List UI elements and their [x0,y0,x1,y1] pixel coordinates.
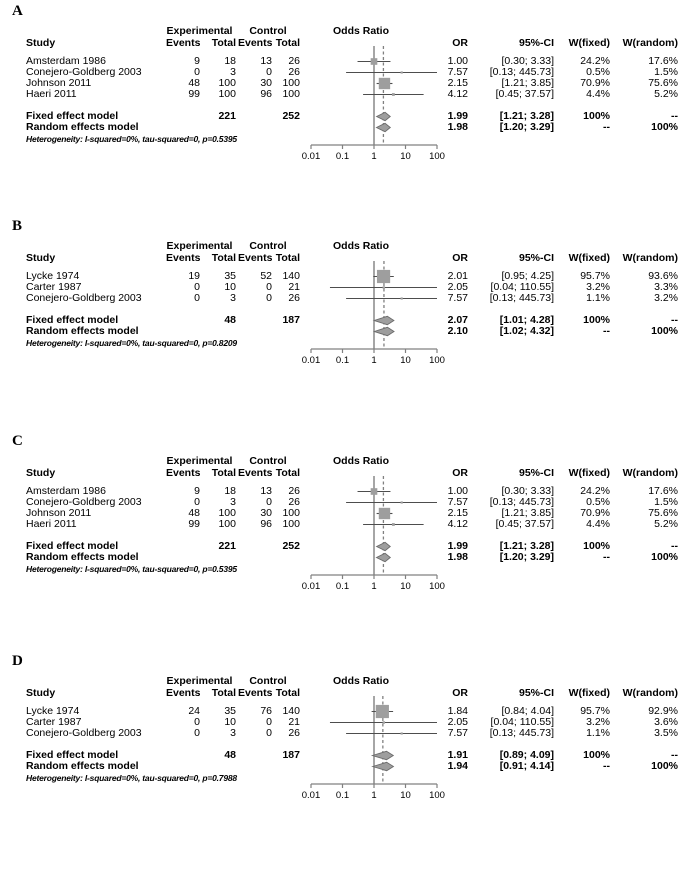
header-wrandom: W(random) [622,252,678,264]
fixed-exp-total: 48 [224,314,236,326]
axis-tick-label: 100 [429,790,445,801]
ctl-events: 0 [266,496,272,508]
random-weight-fixed: -- [603,121,610,133]
fixed-exp-total: 48 [224,749,236,761]
exp-events: 0 [194,281,200,293]
fixed-weight-random: -- [671,749,678,761]
random-or: 1.94 [447,760,468,772]
study-name: Lycke 1974 [26,705,80,717]
exp-events: 0 [194,496,200,508]
or-value: 2.15 [447,77,468,89]
ctl-total: 140 [282,270,300,282]
header-experimental: Experimental [166,25,233,37]
fixed-weight-fixed: 100% [583,314,610,326]
study-name: Carter 1987 [26,716,82,728]
fixed-ci: [1.21; 3.28] [499,540,554,552]
weight-random: 75.6% [648,77,678,89]
random-ci: [1.20; 3.29] [499,551,554,563]
heterogeneity-text: Heterogeneity: I-squared=0%, tau-squared=0, p=0.8209 [26,338,237,348]
ctl-events: 0 [266,281,272,293]
axis-tick-label: 100 [429,581,445,592]
ctl-events: 0 [266,727,272,739]
axis-tick-label: 0.1 [335,790,350,801]
header-ctl-events: Events [238,37,273,49]
ctl-total: 26 [288,66,300,78]
axis-tick-label: 100 [429,355,445,366]
random-or: 2.10 [447,325,468,337]
forest-panel-b [0,215,685,430]
header-exp-total: Total [211,252,236,264]
ci-value: [0.04; 110.55] [490,716,554,728]
weight-fixed: 24.2% [580,55,610,67]
ci-value: [0.13; 445.73] [489,727,554,739]
header-experimental: Experimental [166,240,233,252]
header-or: OR [452,37,468,49]
axis-tick-label: 0.1 [335,151,350,162]
random-effects-label: Random effects model [26,551,139,563]
ctl-events: 30 [260,77,272,89]
header-study: Study [26,252,56,264]
header-control: Control [249,455,287,467]
study-name: Johnson 2011 [26,507,92,519]
ctl-events: 30 [260,507,272,519]
header-ci: 95%-CI [518,687,554,699]
random-ci: [1.20; 3.29] [499,121,554,133]
ci-value: [0.45; 37.57] [495,518,554,530]
fixed-ctl-total: 252 [282,540,300,552]
axis-tick-label: 0.01 [301,790,321,801]
table-row [0,89,685,100]
panel-label-d: D [12,653,23,669]
fixed-ctl-total: 252 [282,110,300,122]
header-row [0,253,685,264]
exp-total: 3 [230,66,236,78]
random-effects-row [0,761,685,772]
fixed-or: 1.91 [447,749,468,761]
axis-tick-label: 0.1 [335,355,350,366]
header-control: Control [249,240,287,252]
table-row [0,508,685,519]
fixed-weight-random: -- [671,314,678,326]
weight-fixed: 70.9% [580,77,610,89]
or-value: 2.15 [447,507,468,519]
study-name: Haeri 2011 [26,88,77,100]
ctl-total: 140 [282,705,300,717]
ctl-total: 26 [288,727,300,739]
or-value: 2.05 [447,281,468,293]
weight-random: 3.3% [654,281,678,293]
random-or: 1.98 [447,121,468,133]
forest-panel-c [0,430,685,645]
table-row [0,293,685,304]
header-wfixed: W(fixed) [568,37,610,49]
ci-value: [0.45; 37.57] [495,88,554,100]
exp-events: 99 [188,518,200,530]
axis-tick-label: 1 [371,355,377,366]
exp-total: 18 [224,55,236,67]
panel-label-b: B [12,218,23,234]
or-value: 7.57 [447,496,468,508]
header-ctl-total: Total [275,37,300,49]
or-value: 7.57 [447,727,468,739]
exp-total: 10 [224,281,236,293]
weight-fixed: 24.2% [580,485,610,497]
weight-random: 5.2% [654,518,678,530]
exp-total: 3 [230,292,236,304]
random-or: 1.98 [447,551,468,563]
header-exp-events: Events [166,687,201,699]
random-ci: [0.91; 4.14] [499,760,554,772]
exp-events: 0 [194,292,200,304]
plot-title: Odds Ratio [333,25,390,37]
study-name: Amsterdam 1986 [26,55,106,67]
weight-random: 5.2% [654,88,678,100]
or-value: 1.00 [447,485,468,497]
random-effects-label: Random effects model [26,325,139,337]
plot-title: Odds Ratio [333,675,390,687]
axis-tick-label: 0.01 [301,355,321,366]
or-value: 2.05 [447,716,468,728]
exp-total: 3 [230,496,236,508]
panel-label-a: A [12,3,23,19]
header-or: OR [452,687,468,699]
header-exp-total: Total [211,467,236,479]
axis-tick-label: 1 [371,790,377,801]
exp-events: 48 [188,77,200,89]
exp-events: 19 [188,270,200,282]
weight-fixed: 95.7% [580,705,610,717]
random-weight-random: 100% [651,121,678,133]
exp-total: 18 [224,485,236,497]
exp-events: 9 [194,55,200,67]
exp-total: 10 [224,716,236,728]
or-value: 4.12 [447,518,468,530]
study-name: Amsterdam 1986 [26,485,106,497]
ctl-total: 100 [282,77,300,89]
ctl-events: 96 [260,518,272,530]
ctl-total: 26 [288,496,300,508]
header-wfixed: W(fixed) [568,467,610,479]
header-exp-total: Total [211,687,236,699]
random-effects-row [0,326,685,337]
or-value: 1.84 [447,705,468,717]
weight-fixed: 4.4% [586,88,610,100]
header-study: Study [26,467,56,479]
header-ci: 95%-CI [518,467,554,479]
ctl-total: 21 [288,716,300,728]
random-weight-random: 100% [651,760,678,772]
header-exp-events: Events [166,252,201,264]
axis-tick-label: 10 [400,790,411,801]
exp-total: 100 [218,518,236,530]
ctl-events: 96 [260,88,272,100]
axis-tick-label: 10 [400,151,411,162]
weight-fixed: 70.9% [580,507,610,519]
table-row [0,78,685,89]
ctl-total: 26 [288,292,300,304]
forest-panel-d [0,650,685,865]
ctl-events: 13 [260,55,272,67]
ci-value: [0.13; 445.73] [489,496,554,508]
random-weight-random: 100% [651,551,678,563]
ctl-total: 100 [282,507,300,519]
fixed-weight-fixed: 100% [583,540,610,552]
random-weight-fixed: -- [603,760,610,772]
header-ci: 95%-CI [518,37,554,49]
exp-total: 3 [230,727,236,739]
ci-value: [0.13; 445.73] [489,66,554,78]
weight-random: 3.6% [654,716,678,728]
header-study: Study [26,37,56,49]
axis-tick-label: 10 [400,581,411,592]
header-ctl-events: Events [238,252,273,264]
random-effects-row [0,122,685,133]
weight-fixed: 1.1% [586,727,610,739]
fixed-weight-fixed: 100% [583,749,610,761]
weight-random: 17.6% [648,55,678,67]
fixed-or: 2.07 [447,314,468,326]
ci-value: [1.21; 3.85] [501,507,554,519]
panel-label-c: C [12,433,23,449]
study-name: Johnson 2011 [26,77,92,89]
table-row [0,706,685,717]
fixed-ctl-total: 187 [282,314,300,326]
ci-value: [0.30; 3.33] [501,55,554,67]
weight-random: 93.6% [648,270,678,282]
axis-tick-label: 1 [371,151,377,162]
header-ctl-events: Events [238,467,273,479]
exp-events: 0 [194,716,200,728]
ctl-events: 76 [260,705,272,717]
exp-total: 35 [224,270,236,282]
header-experimental: Experimental [166,455,233,467]
random-weight-random: 100% [651,325,678,337]
ci-value: [0.95; 4.25] [501,270,554,282]
ctl-events: 0 [266,292,272,304]
fixed-weight-random: -- [671,540,678,552]
header-exp-events: Events [166,467,201,479]
header-ctl-total: Total [275,252,300,264]
header-exp-events: Events [166,37,201,49]
fixed-or: 1.99 [447,110,468,122]
header-row [0,688,685,699]
weight-fixed: 4.4% [586,518,610,530]
header-wfixed: W(fixed) [568,687,610,699]
ci-value: [0.30; 3.33] [501,485,554,497]
random-effects-label: Random effects model [26,760,139,772]
header-exp-total: Total [211,37,236,49]
weight-random: 75.6% [648,507,678,519]
ctl-total: 100 [282,518,300,530]
weight-fixed: 1.1% [586,292,610,304]
ctl-total: 26 [288,485,300,497]
header-row [0,38,685,49]
weight-fixed: 0.5% [586,66,610,78]
exp-total: 100 [218,507,236,519]
ctl-events: 13 [260,485,272,497]
fixed-or: 1.99 [447,540,468,552]
header-or: OR [452,467,468,479]
weight-fixed: 95.7% [580,270,610,282]
weight-random: 17.6% [648,485,678,497]
table-row [0,271,685,282]
or-value: 7.57 [447,66,468,78]
fixed-weight-fixed: 100% [583,110,610,122]
plot-title: Odds Ratio [333,455,390,467]
ci-value: [0.84; 4.04] [501,705,554,717]
or-value: 4.12 [447,88,468,100]
fixed-exp-total: 221 [218,110,236,122]
fixed-ctl-total: 187 [282,749,300,761]
exp-events: 9 [194,485,200,497]
fixed-effect-label: Fixed effect model [26,110,119,122]
ctl-events: 52 [260,270,272,282]
fixed-weight-random: -- [671,110,678,122]
header-ci: 95%-CI [518,252,554,264]
fixed-effect-label: Fixed effect model [26,314,119,326]
ctl-events: 0 [266,716,272,728]
fixed-effect-label: Fixed effect model [26,749,119,761]
exp-total: 100 [218,88,236,100]
heterogeneity-text: Heterogeneity: I-squared=0%, tau-squared=0, p=0.7988 [26,773,237,783]
or-value: 1.00 [447,55,468,67]
fixed-exp-total: 221 [218,540,236,552]
axis-tick-label: 0.1 [335,581,350,592]
header-or: OR [452,252,468,264]
random-effects-label: Random effects model [26,121,139,133]
ctl-total: 26 [288,55,300,67]
weight-fixed: 3.2% [586,281,610,293]
table-row [0,519,685,530]
weight-random: 3.2% [654,292,678,304]
weight-fixed: 0.5% [586,496,610,508]
study-name: Conejero-Goldberg 2003 [26,66,142,78]
weight-fixed: 3.2% [586,716,610,728]
random-weight-fixed: -- [603,325,610,337]
header-ctl-events: Events [238,687,273,699]
ci-value: [0.13; 445.73] [489,292,554,304]
header-ctl-total: Total [275,687,300,699]
heterogeneity-text: Heterogeneity: I-squared=0%, tau-squared=0, p=0.5395 [26,134,237,144]
heterogeneity-text: Heterogeneity: I-squared=0%, tau-squared=0, p=0.5395 [26,564,237,574]
header-wrandom: W(random) [622,467,678,479]
header-control: Control [249,675,287,687]
header-wfixed: W(fixed) [568,252,610,264]
axis-tick-label: 10 [400,355,411,366]
fixed-ci: [0.89; 4.09] [499,749,554,761]
ci-value: [0.04; 110.55] [490,281,554,293]
axis-tick-label: 1 [371,581,377,592]
study-name: Haeri 2011 [26,518,77,530]
or-value: 7.57 [447,292,468,304]
plot-title: Odds Ratio [333,240,390,252]
axis-tick-label: 0.01 [301,581,321,592]
ci-value: [1.21; 3.85] [501,77,554,89]
fixed-ci: [1.21; 3.28] [499,110,554,122]
header-row [0,468,685,479]
table-row [0,728,685,739]
header-ctl-total: Total [275,467,300,479]
exp-events: 24 [188,705,200,717]
study-name: Conejero-Goldberg 2003 [26,727,142,739]
study-name: Carter 1987 [26,281,82,293]
axis-tick-label: 100 [429,151,445,162]
ctl-total: 100 [282,88,300,100]
weight-random: 92.9% [648,705,678,717]
fixed-ci: [1.01; 4.28] [499,314,554,326]
exp-events: 48 [188,507,200,519]
header-wrandom: W(random) [622,687,678,699]
exp-total: 100 [218,77,236,89]
fixed-effect-label: Fixed effect model [26,540,119,552]
random-weight-fixed: -- [603,551,610,563]
header-wrandom: W(random) [622,37,678,49]
weight-random: 1.5% [654,496,678,508]
forest-panel-a [0,0,685,215]
random-effects-row [0,552,685,563]
exp-events: 99 [188,88,200,100]
study-name: Lycke 1974 [26,270,80,282]
exp-events: 0 [194,66,200,78]
random-ci: [1.02; 4.32] [499,325,554,337]
axis-tick-label: 0.01 [301,151,321,162]
weight-random: 1.5% [654,66,678,78]
ctl-events: 0 [266,66,272,78]
exp-total: 35 [224,705,236,717]
study-name: Conejero-Goldberg 2003 [26,292,142,304]
weight-random: 3.5% [654,727,678,739]
exp-events: 0 [194,727,200,739]
header-study: Study [26,687,56,699]
study-name: Conejero-Goldberg 2003 [26,496,142,508]
or-value: 2.01 [447,270,468,282]
header-control: Control [249,25,287,37]
ctl-total: 21 [288,281,300,293]
header-experimental: Experimental [166,675,233,687]
